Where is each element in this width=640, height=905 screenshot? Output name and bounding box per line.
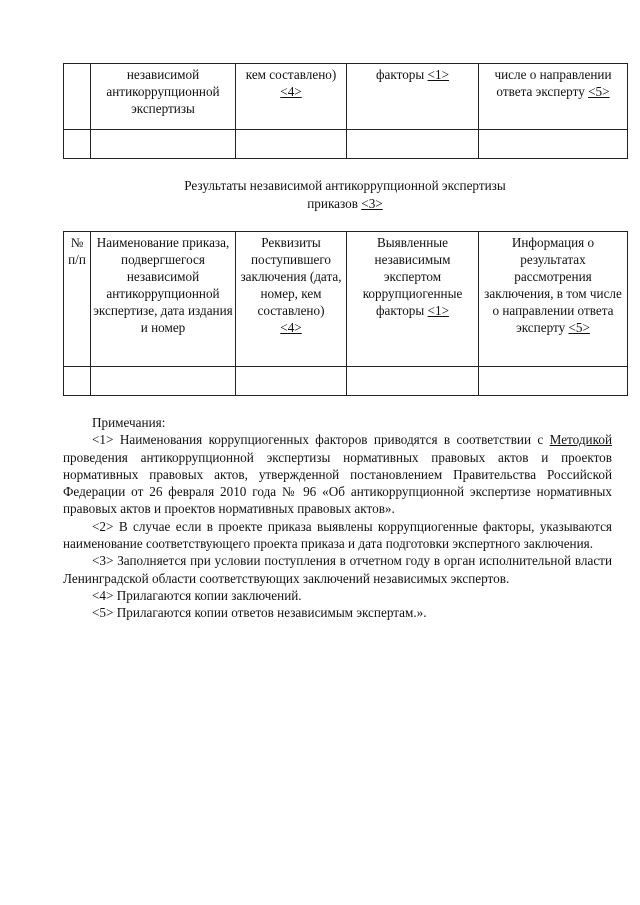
notes-section <box>63 414 612 622</box>
footnote-ref[interactable]: <4> <box>280 84 302 99</box>
header-text: Выявленные независимым экспертом коррупциогенные факторы <box>362 235 463 318</box>
note-5: <5> Прилагаются копии ответов независимым экспертам.». <box>92 605 427 621</box>
table-cell <box>347 367 479 396</box>
footnote-ref[interactable]: <4> <box>280 320 302 335</box>
header-name <box>91 232 236 367</box>
cell-text: независимой антикоррупционной экспертизы <box>106 67 220 116</box>
table-cell <box>236 64 347 130</box>
header-number <box>64 232 91 367</box>
footnote-ref[interactable]: <5> <box>568 320 590 335</box>
table-cell <box>91 367 236 396</box>
table-cell <box>91 130 236 159</box>
footnote-ref[interactable]: <1> <box>427 67 450 82</box>
section-title-line1: Результаты независимой антикоррупционной экспертизы <box>184 178 506 193</box>
cell-text: числе о направлении ответа эксперту <box>494 67 612 99</box>
header-factors <box>347 232 479 367</box>
cell-text: кем составлено) <box>245 67 337 82</box>
header-details <box>236 232 347 367</box>
table-cell <box>347 64 479 130</box>
table-cell <box>64 130 91 159</box>
table-cell <box>64 367 91 396</box>
header-text: № п/п <box>68 235 86 267</box>
table-cell <box>236 367 347 396</box>
cell-text: факторы <box>375 67 425 82</box>
table-row <box>64 130 628 159</box>
methodology-link[interactable]: Методикой <box>549 432 613 448</box>
table-row <box>64 64 628 130</box>
footnote-ref[interactable]: <5> <box>588 84 610 99</box>
table-cell <box>236 130 347 159</box>
table-cell <box>91 64 236 130</box>
table-cell <box>479 64 628 130</box>
header-info <box>479 232 628 367</box>
table-row <box>64 367 628 396</box>
note-1 <box>63 431 612 517</box>
note-2: <2> В случае если в проекте приказа выявлены коррупциогенные факторы, указываются наименование соответствующего проекта приказа и дата подготовки экспертного заключения. <box>63 518 612 552</box>
note-text: проведения антикоррупционной экспертизы нормативных правовых актов и проектов нормативных правовых актов, утвержденной постановлением Правительства Российской Федерации от 26 февраля 2010 года № 96 «Об антикоррупционной экспертизе нормативных правовых актов и проектов нормативных правовых актов». <box>63 449 612 517</box>
continuation-table <box>63 63 628 159</box>
table-cell <box>64 64 91 130</box>
section-title-line2: приказов <box>307 196 358 211</box>
note-4: <4> Прилагаются копии заключений. <box>92 587 302 603</box>
table-cell <box>479 367 628 396</box>
header-text: Реквизиты поступившего заключения (дата, номер, кем составлено) <box>240 235 342 318</box>
table-cell <box>347 130 479 159</box>
table-header-row <box>64 232 628 367</box>
footnote-ref[interactable]: <3> <box>361 196 383 211</box>
header-text: Информация о результатах рассмотрения заключения, в том числе о направлении ответа эксперту <box>484 235 622 335</box>
header-text: Наименование приказа, подвергшегося независимой антикоррупционной экспертизе, дата издания и номер <box>93 235 233 335</box>
notes-heading: Примечания: <box>92 415 166 430</box>
results-table <box>63 231 628 396</box>
note-3: <3> Заполняется при условии поступления в отчетном году в орган исполнительной власти Ленинградской области соответствующих заключений независимых экспертов. <box>63 553 612 586</box>
note-text: <1> Наименования коррупциогенных факторов приводятся в соответствии с <box>92 432 544 448</box>
section-title <box>63 177 627 213</box>
footnote-ref[interactable]: <1> <box>427 303 450 318</box>
table-cell <box>479 130 628 159</box>
